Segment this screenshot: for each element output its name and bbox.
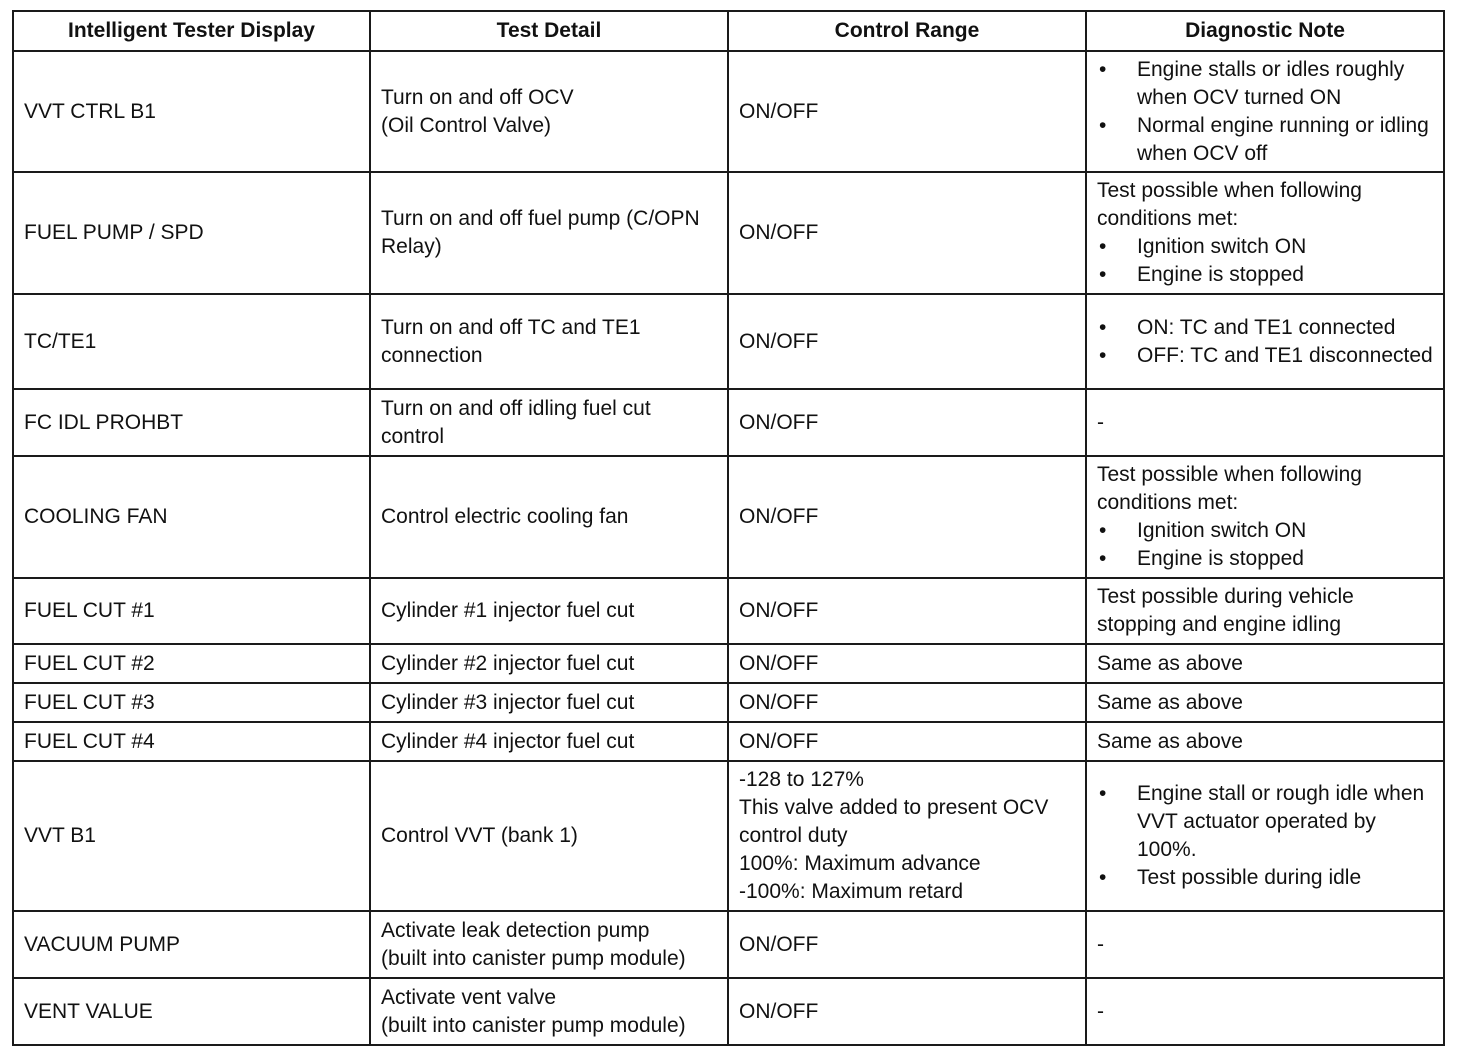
- diagnostic-note-bullet: • Normal engine running or idling when OCV off: [1097, 112, 1433, 168]
- diagnostic-note-text: Test possible when following conditions met:: [1097, 463, 1362, 514]
- diagnostic-note-cell: [1086, 761, 1444, 911]
- test-detail-cell: [370, 911, 728, 978]
- table-row: [13, 456, 1444, 578]
- tester-display-cell: VENT VALUE: [13, 978, 370, 1045]
- diagnostic-note-cell: [1086, 51, 1444, 172]
- control-range-cell: [728, 911, 1086, 978]
- diagnostic-note-text: Test possible when following conditions met:: [1097, 179, 1362, 230]
- control-range-line: ON/OFF: [739, 221, 819, 244]
- diagnostic-note-cell: [1086, 456, 1444, 578]
- control-range-line: ON/OFF: [739, 505, 819, 528]
- header-row: [13, 11, 1444, 51]
- test-detail-line: Cylinder #4 injector fuel cut: [381, 729, 635, 753]
- empty-note-dash: -: [1097, 999, 1104, 1023]
- test-detail-cell: [370, 456, 728, 578]
- tester-display-cell: TC/TE1: [13, 294, 370, 389]
- test-detail-line: Cylinder #1 injector fuel cut: [381, 599, 635, 622]
- control-range-line: ON/OFF: [739, 690, 819, 714]
- test-detail-cell: [370, 294, 728, 389]
- table-row: [13, 722, 1444, 761]
- tester-display-cell: VVT CTRL B1: [13, 51, 370, 172]
- tester-display-cell: FUEL CUT #3: [13, 683, 370, 722]
- tester-display-cell: FUEL PUMP / SPD: [13, 172, 370, 294]
- diagnostic-note-cell: [1086, 578, 1444, 644]
- test-detail-line: (built into canister pump module): [381, 946, 686, 970]
- table-row: [13, 51, 1444, 172]
- tester-display-cell: FUEL CUT #2: [13, 644, 370, 683]
- table-row: [13, 761, 1444, 911]
- control-range-cell: [728, 578, 1086, 644]
- test-detail-cell: [370, 761, 728, 911]
- active-test-table: [12, 10, 1445, 1046]
- diagnostic-note-bullet: • Test possible during idle: [1097, 864, 1433, 892]
- control-range-cell: [728, 456, 1086, 578]
- diagnostic-note-list: [1097, 56, 1433, 168]
- control-range-line: ON/OFF: [739, 410, 819, 434]
- diagnostic-note-cell: [1086, 978, 1444, 1045]
- test-detail-cell: [370, 51, 728, 172]
- control-range-cell: [728, 761, 1086, 911]
- test-detail-line: Cylinder #3 injector fuel cut: [381, 690, 635, 714]
- test-detail-cell: [370, 978, 728, 1045]
- test-detail-cell: [370, 722, 728, 761]
- tester-display-cell: FUEL CUT #1: [13, 578, 370, 644]
- diagnostic-note-bullet: • Engine is stopped: [1097, 261, 1433, 289]
- empty-note-dash: -: [1097, 932, 1104, 956]
- control-range-line: ON/OFF: [739, 651, 819, 675]
- diagnostic-note-cell: [1086, 911, 1444, 978]
- table-row: [13, 911, 1444, 978]
- diagnostic-note-bullet: • Engine stalls or idles roughly when OCV turned ON: [1097, 56, 1433, 112]
- diagnostic-note-bullet: • Engine stall or rough idle when VVT actuator operated by 100%.: [1097, 780, 1433, 864]
- test-detail-cell: [370, 389, 728, 456]
- table-body: [13, 51, 1444, 1045]
- control-range-cell: [728, 294, 1086, 389]
- header-diagnostic-note: Diagnostic Note: [1086, 11, 1444, 51]
- table-row: [13, 172, 1444, 294]
- control-range-cell: [728, 51, 1086, 172]
- control-range-line: ON/OFF: [739, 599, 819, 622]
- test-detail-line: Control VVT (bank 1): [381, 824, 578, 847]
- test-detail-cell: [370, 644, 728, 683]
- control-range-cell: [728, 172, 1086, 294]
- test-detail-line: Turn on and off OCV: [381, 85, 574, 109]
- test-detail-line: Turn on and off TC and TE1 connection: [381, 315, 641, 367]
- test-detail-cell: [370, 578, 728, 644]
- control-range-cell: [728, 722, 1086, 761]
- empty-note-dash: -: [1097, 410, 1104, 434]
- control-range-line: ON/OFF: [739, 932, 819, 956]
- table-row: [13, 978, 1444, 1045]
- table-row: [13, 389, 1444, 456]
- diagnostic-note-list: [1097, 780, 1433, 892]
- diagnostic-note-bullet: • OFF: TC and TE1 disconnected: [1097, 342, 1433, 370]
- test-detail-line: Turn on and off idling fuel cut control: [381, 396, 651, 448]
- test-detail-cell: [370, 172, 728, 294]
- control-range-line: ON/OFF: [739, 729, 819, 753]
- test-detail-line: Cylinder #2 injector fuel cut: [381, 651, 635, 675]
- table-row: [13, 644, 1444, 683]
- diagnostic-note-text: Same as above: [1097, 651, 1243, 675]
- diagnostic-note-bullet: • Ignition switch ON: [1097, 517, 1433, 545]
- table-row: [13, 294, 1444, 389]
- test-detail-line: Control electric cooling fan: [381, 505, 629, 528]
- control-range-cell: [728, 644, 1086, 683]
- diagnostic-note-bullet: • Engine is stopped: [1097, 545, 1433, 573]
- diagnostic-note-text: Same as above: [1097, 690, 1243, 714]
- diagnostic-note-cell: [1086, 389, 1444, 456]
- test-detail-line: (Oil Control Valve): [381, 113, 551, 137]
- test-detail-line: Activate leak detection pump: [381, 918, 650, 942]
- control-range-line: -100%: Maximum retard: [739, 880, 964, 903]
- diagnostic-note-cell: [1086, 172, 1444, 294]
- control-range-line: ON/OFF: [739, 99, 819, 123]
- diagnostic-note-cell: [1086, 683, 1444, 722]
- control-range-line: ON/OFF: [739, 329, 819, 353]
- header-control-range: Control Range: [728, 11, 1086, 51]
- test-detail-cell: [370, 683, 728, 722]
- tester-display-cell: VACUUM PUMP: [13, 911, 370, 978]
- diagnostic-note-list: [1097, 314, 1433, 370]
- control-range-line: This valve added to present OCV control duty: [739, 796, 1049, 847]
- table-row: [13, 578, 1444, 644]
- control-range-cell: [728, 978, 1086, 1045]
- diagnostic-note-cell: [1086, 644, 1444, 683]
- diagnostic-note-text: Test possible during vehicle stopping and engine idling: [1097, 585, 1354, 636]
- diagnostic-note-list: [1097, 517, 1433, 573]
- diagnostic-note-bullet: • ON: TC and TE1 connected: [1097, 314, 1433, 342]
- tester-display-cell: COOLING FAN: [13, 456, 370, 578]
- tester-display-cell: VVT B1: [13, 761, 370, 911]
- table-row: [13, 683, 1444, 722]
- test-detail-line: (built into canister pump module): [381, 1013, 686, 1037]
- test-detail-line: Turn on and off fuel pump (C/OPN Relay): [381, 207, 700, 258]
- control-range-line: -128 to 127%: [739, 768, 864, 791]
- diagnostic-note-list: [1097, 233, 1433, 289]
- diagnostic-note-cell: [1086, 294, 1444, 389]
- control-range-line: ON/OFF: [739, 999, 819, 1023]
- control-range-line: 100%: Maximum advance: [739, 852, 981, 875]
- tester-display-cell: FC IDL PROHBT: [13, 389, 370, 456]
- tester-display-cell: FUEL CUT #4: [13, 722, 370, 761]
- header-test-detail: Test Detail: [370, 11, 728, 51]
- diagnostic-note-cell: [1086, 722, 1444, 761]
- control-range-cell: [728, 683, 1086, 722]
- test-detail-line: Activate vent valve: [381, 985, 557, 1009]
- diagnostic-note-text: Same as above: [1097, 729, 1243, 753]
- control-range-cell: [728, 389, 1086, 456]
- header-tester-display: Intelligent Tester Display: [13, 11, 370, 51]
- diagnostic-note-bullet: • Ignition switch ON: [1097, 233, 1433, 261]
